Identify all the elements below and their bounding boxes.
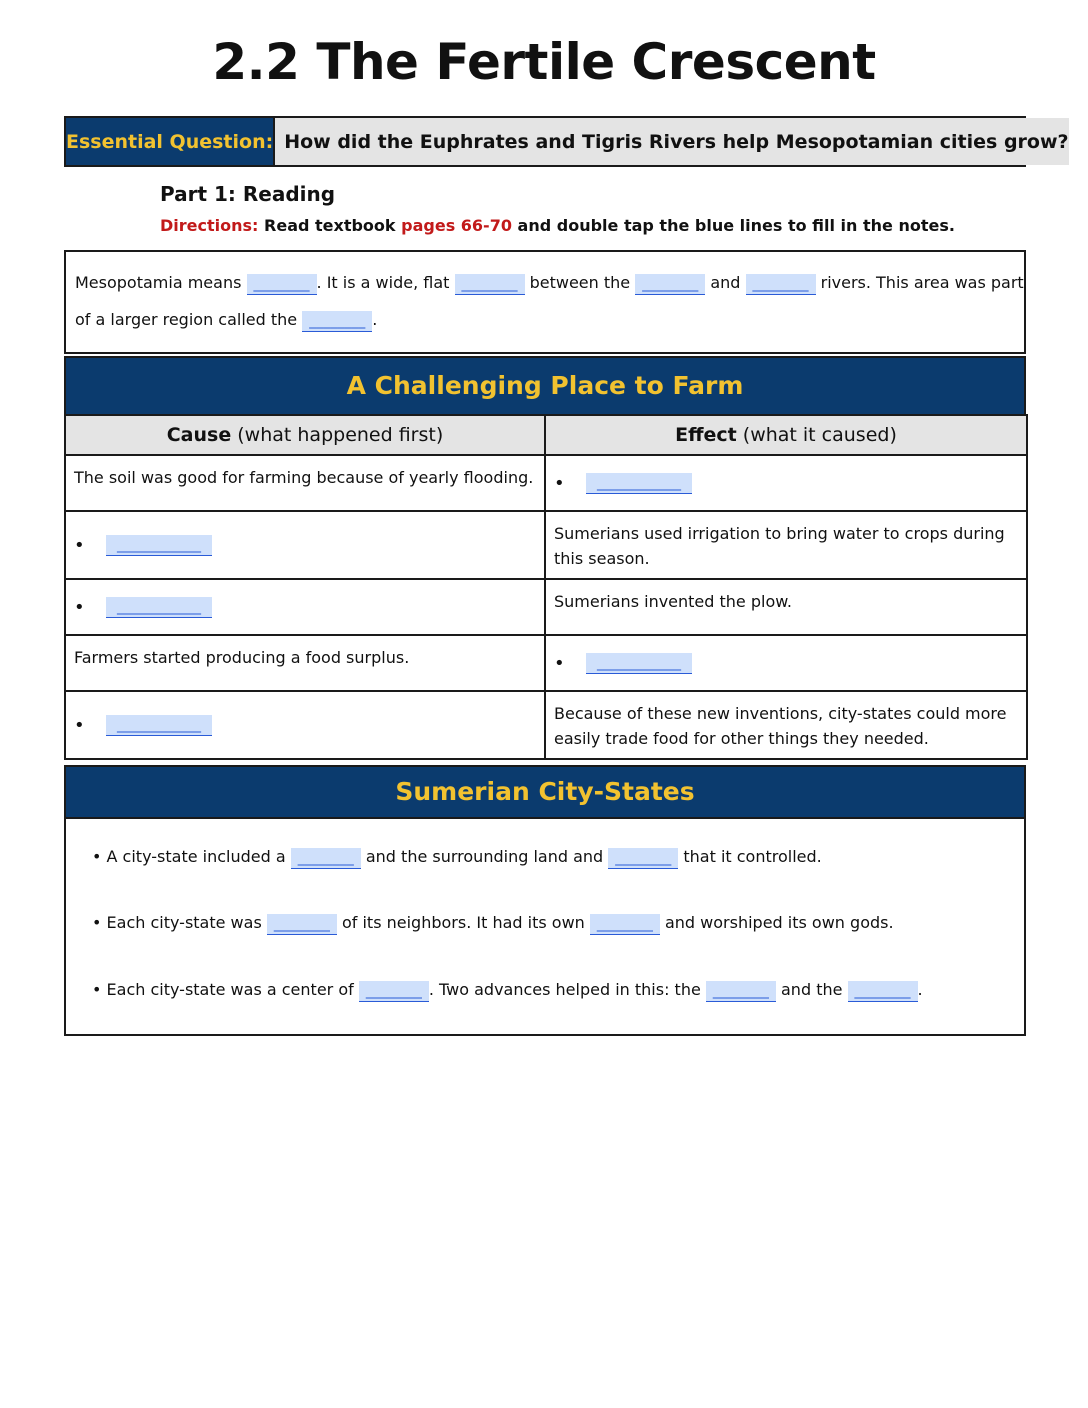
- cause-cell: The soil was good for farming because of yearly flooding.: [65, 455, 545, 511]
- challenging-place-header: A Challenging Place to Farm: [64, 356, 1026, 416]
- bullet: •: [74, 534, 85, 556]
- intro-text: of a larger region called the: [75, 310, 298, 329]
- intro-text: and: [710, 273, 741, 292]
- city-states-line-3: [92, 978, 923, 1002]
- city-states-line-2: [92, 911, 894, 935]
- fill-blank-cause-2[interactable]: ____________: [106, 535, 212, 556]
- city-text: • Each city-state was a center of: [92, 980, 354, 999]
- fill-blank-independent[interactable]: ________: [267, 914, 337, 935]
- directions: [160, 214, 955, 238]
- city-text: • A city-state included a: [92, 847, 286, 866]
- bullet: •: [554, 472, 565, 494]
- fill-blank-government[interactable]: ________: [590, 914, 660, 935]
- cause-cell: Farmers started producing a food surplus.: [65, 635, 545, 691]
- essential-question-text: How did the Euphrates and Tigris Rivers help Mesopotamian cities grow?: [275, 118, 1068, 165]
- intro-line-2: [75, 308, 377, 332]
- table-row: [65, 635, 1027, 691]
- effect-cell: Sumerians invented the plow.: [545, 579, 1027, 635]
- city-states-box: [64, 816, 1026, 1036]
- city-text: and the surrounding land and: [365, 847, 604, 866]
- fill-blank-cause-3[interactable]: ____________: [106, 597, 212, 618]
- intro-text: .: [372, 310, 378, 329]
- fill-blank-advance-1[interactable]: ________: [706, 981, 776, 1002]
- fill-blank-land[interactable]: ________: [455, 274, 525, 295]
- city-text: of its neighbors. It had its own: [341, 913, 585, 932]
- city-text: .: [917, 980, 923, 999]
- table-header-row: [65, 415, 1027, 455]
- fill-blank-cause-5[interactable]: ____________: [106, 715, 212, 736]
- effect-cell: Because of these new inventions, city-states could more easily trade food for other things they needed.: [545, 691, 1027, 759]
- fill-blank-villages[interactable]: ________: [608, 848, 678, 869]
- fill-blank-effect-1[interactable]: ____________: [586, 473, 692, 494]
- city-states-line-1: [92, 845, 822, 869]
- intro-text: . It is a wide, flat: [316, 273, 450, 292]
- page-title: 2.2 The Fertile Crescent: [212, 33, 876, 91]
- table-row: [65, 455, 1027, 511]
- effect-cell: [545, 635, 1027, 691]
- intro-text: Mesopotamia means: [75, 273, 242, 292]
- effect-column-header: Effect (what it caused): [545, 415, 1027, 455]
- city-text: • Each city-state was: [92, 913, 262, 932]
- intro-box: [64, 250, 1026, 354]
- bullet: •: [74, 714, 85, 736]
- directions-label: Directions:: [160, 216, 259, 235]
- essential-question-label: Essential Question:: [66, 118, 275, 165]
- effect-cell: Sumerians used irrigation to bring water to crops during this season.: [545, 511, 1027, 579]
- fill-blank-region[interactable]: ________: [302, 311, 372, 332]
- city-text: . Two advances helped in this: the: [428, 980, 701, 999]
- intro-text: rivers. This area was part: [820, 273, 1024, 292]
- fill-blank-river-1[interactable]: ________: [635, 274, 705, 295]
- fill-blank-advance-2[interactable]: ________: [848, 981, 918, 1002]
- part-title: Part 1: Reading: [160, 182, 336, 206]
- effect-cell: [545, 455, 1027, 511]
- intro-text: between the: [529, 273, 631, 292]
- table-row: [65, 691, 1027, 759]
- sumerian-city-states-header: Sumerian City-States: [64, 765, 1026, 819]
- bullet: •: [74, 596, 85, 618]
- directions-text-after: and double tap the blue lines to fill in the notes.: [517, 216, 955, 235]
- fill-blank-city[interactable]: ________: [291, 848, 361, 869]
- cause-cell: [65, 691, 545, 759]
- cause-cell: [65, 579, 545, 635]
- city-text: that it controlled.: [683, 847, 822, 866]
- fill-blank-meaning[interactable]: ________: [247, 274, 317, 295]
- cause-effect-table: [64, 414, 1028, 760]
- table-row: [65, 511, 1027, 579]
- fill-blank-trade[interactable]: ________: [359, 981, 429, 1002]
- city-text: and the: [781, 980, 843, 999]
- cause-column-header: Cause (what happened first): [65, 415, 545, 455]
- table-row: [65, 579, 1027, 635]
- bullet: •: [554, 652, 565, 674]
- fill-blank-river-2[interactable]: ________: [746, 274, 816, 295]
- fill-blank-effect-4[interactable]: ____________: [586, 653, 692, 674]
- city-text: and worshiped its own gods.: [664, 913, 894, 932]
- directions-text-before: Read textbook: [264, 216, 396, 235]
- intro-line-1: [75, 271, 1024, 295]
- directions-pages: pages 66-70: [401, 216, 512, 235]
- cause-cell: [65, 511, 545, 579]
- essential-question-box: [64, 116, 1069, 167]
